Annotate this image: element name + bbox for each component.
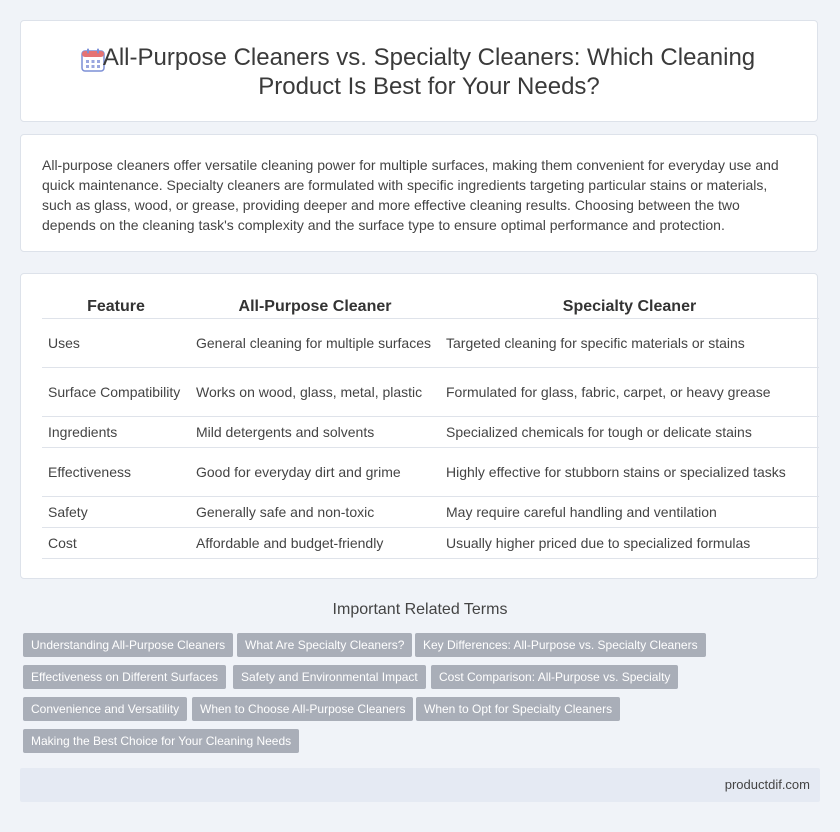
related-term-tag[interactable]: Making the Best Choice for Your Cleaning Needs: [23, 729, 299, 753]
table-row: [42, 368, 819, 417]
cell-feature: Safety: [42, 497, 190, 528]
cell-feature: Surface Compatibility: [42, 368, 190, 417]
cell-feature: Effectiveness: [42, 448, 190, 497]
cell-feature: Ingredients: [42, 417, 190, 448]
cell-specialty: May require careful handling and ventilation: [440, 497, 819, 528]
intro-card: [20, 134, 818, 252]
cell-all-purpose: Mild detergents and solvents: [190, 417, 440, 448]
related-term-tag[interactable]: Effectiveness on Different Surfaces: [23, 665, 226, 689]
cell-specialty: Usually higher priced due to specialized formulas: [440, 528, 819, 559]
cell-specialty: Specialized chemicals for tough or delicate stains: [440, 417, 819, 448]
table-row: [42, 497, 819, 528]
cell-all-purpose: Affordable and budget-friendly: [190, 528, 440, 559]
related-terms-title: Important Related Terms: [332, 601, 508, 618]
related-term-tag[interactable]: When to Choose All-Purpose Cleaners: [192, 697, 413, 721]
related-term-tag[interactable]: Safety and Environmental Impact: [233, 665, 426, 689]
related-term-tag[interactable]: Convenience and Versatility: [23, 697, 187, 721]
cell-all-purpose: Good for everyday dirt and grime: [190, 448, 440, 497]
intro-text: All-purpose cleaners offer versatile cleaning power for multiple surfaces, making them convenient for everyday use and quick maintenance. Specialty cleaners are formulated with specific ingredients targeting particular stains or materials, such as glass, wood, or grease, providing deeper and more effective cleaning results. Choosing between the two depends on the cleaning task's complexity and the surface type to ensure optimal performance and protection.: [42, 157, 779, 233]
cell-feature: Cost: [42, 528, 190, 559]
table-row: [42, 448, 819, 497]
cell-all-purpose: General cleaning for multiple surfaces: [190, 319, 440, 368]
cell-specialty: Formulated for glass, fabric, carpet, or heavy grease: [440, 368, 819, 417]
table-row: [42, 417, 819, 448]
related-term-tag[interactable]: Cost Comparison: All-Purpose vs. Specialty: [431, 665, 678, 689]
table-row: [42, 319, 819, 368]
related-term-tag[interactable]: When to Opt for Specialty Cleaners: [416, 697, 620, 721]
cell-feature: Uses: [42, 319, 190, 368]
header-card: [20, 20, 818, 122]
header-specialty: Specialty Cleaner: [440, 296, 819, 319]
related-term-tag[interactable]: Key Differences: All-Purpose vs. Specialty Cleaners: [415, 633, 706, 657]
related-term-tag[interactable]: Understanding All-Purpose Cleaners: [23, 633, 233, 657]
cell-all-purpose: Generally safe and non-toxic: [190, 497, 440, 528]
header-all-purpose: All-Purpose Cleaner: [190, 296, 440, 319]
cell-specialty: Targeted cleaning for specific materials or stains: [440, 319, 819, 368]
table-header-row: [42, 296, 819, 319]
cell-all-purpose: Works on wood, glass, metal, plastic: [190, 368, 440, 417]
comparison-table: [42, 296, 819, 559]
page-title: All-Purpose Cleaners vs. Specialty Cleaners: Which Cleaning Product Is Best for Your Needs?: [102, 44, 756, 100]
header-feature: Feature: [42, 296, 190, 319]
footer: [20, 768, 820, 802]
related-term-tag[interactable]: What Are Specialty Cleaners?: [237, 633, 412, 657]
cell-specialty: Highly effective for stubborn stains or specialized tasks: [440, 448, 819, 497]
table-row: [42, 528, 819, 559]
footer-site-link[interactable]: productdif.com: [724, 777, 810, 792]
comparison-card: [20, 273, 818, 579]
